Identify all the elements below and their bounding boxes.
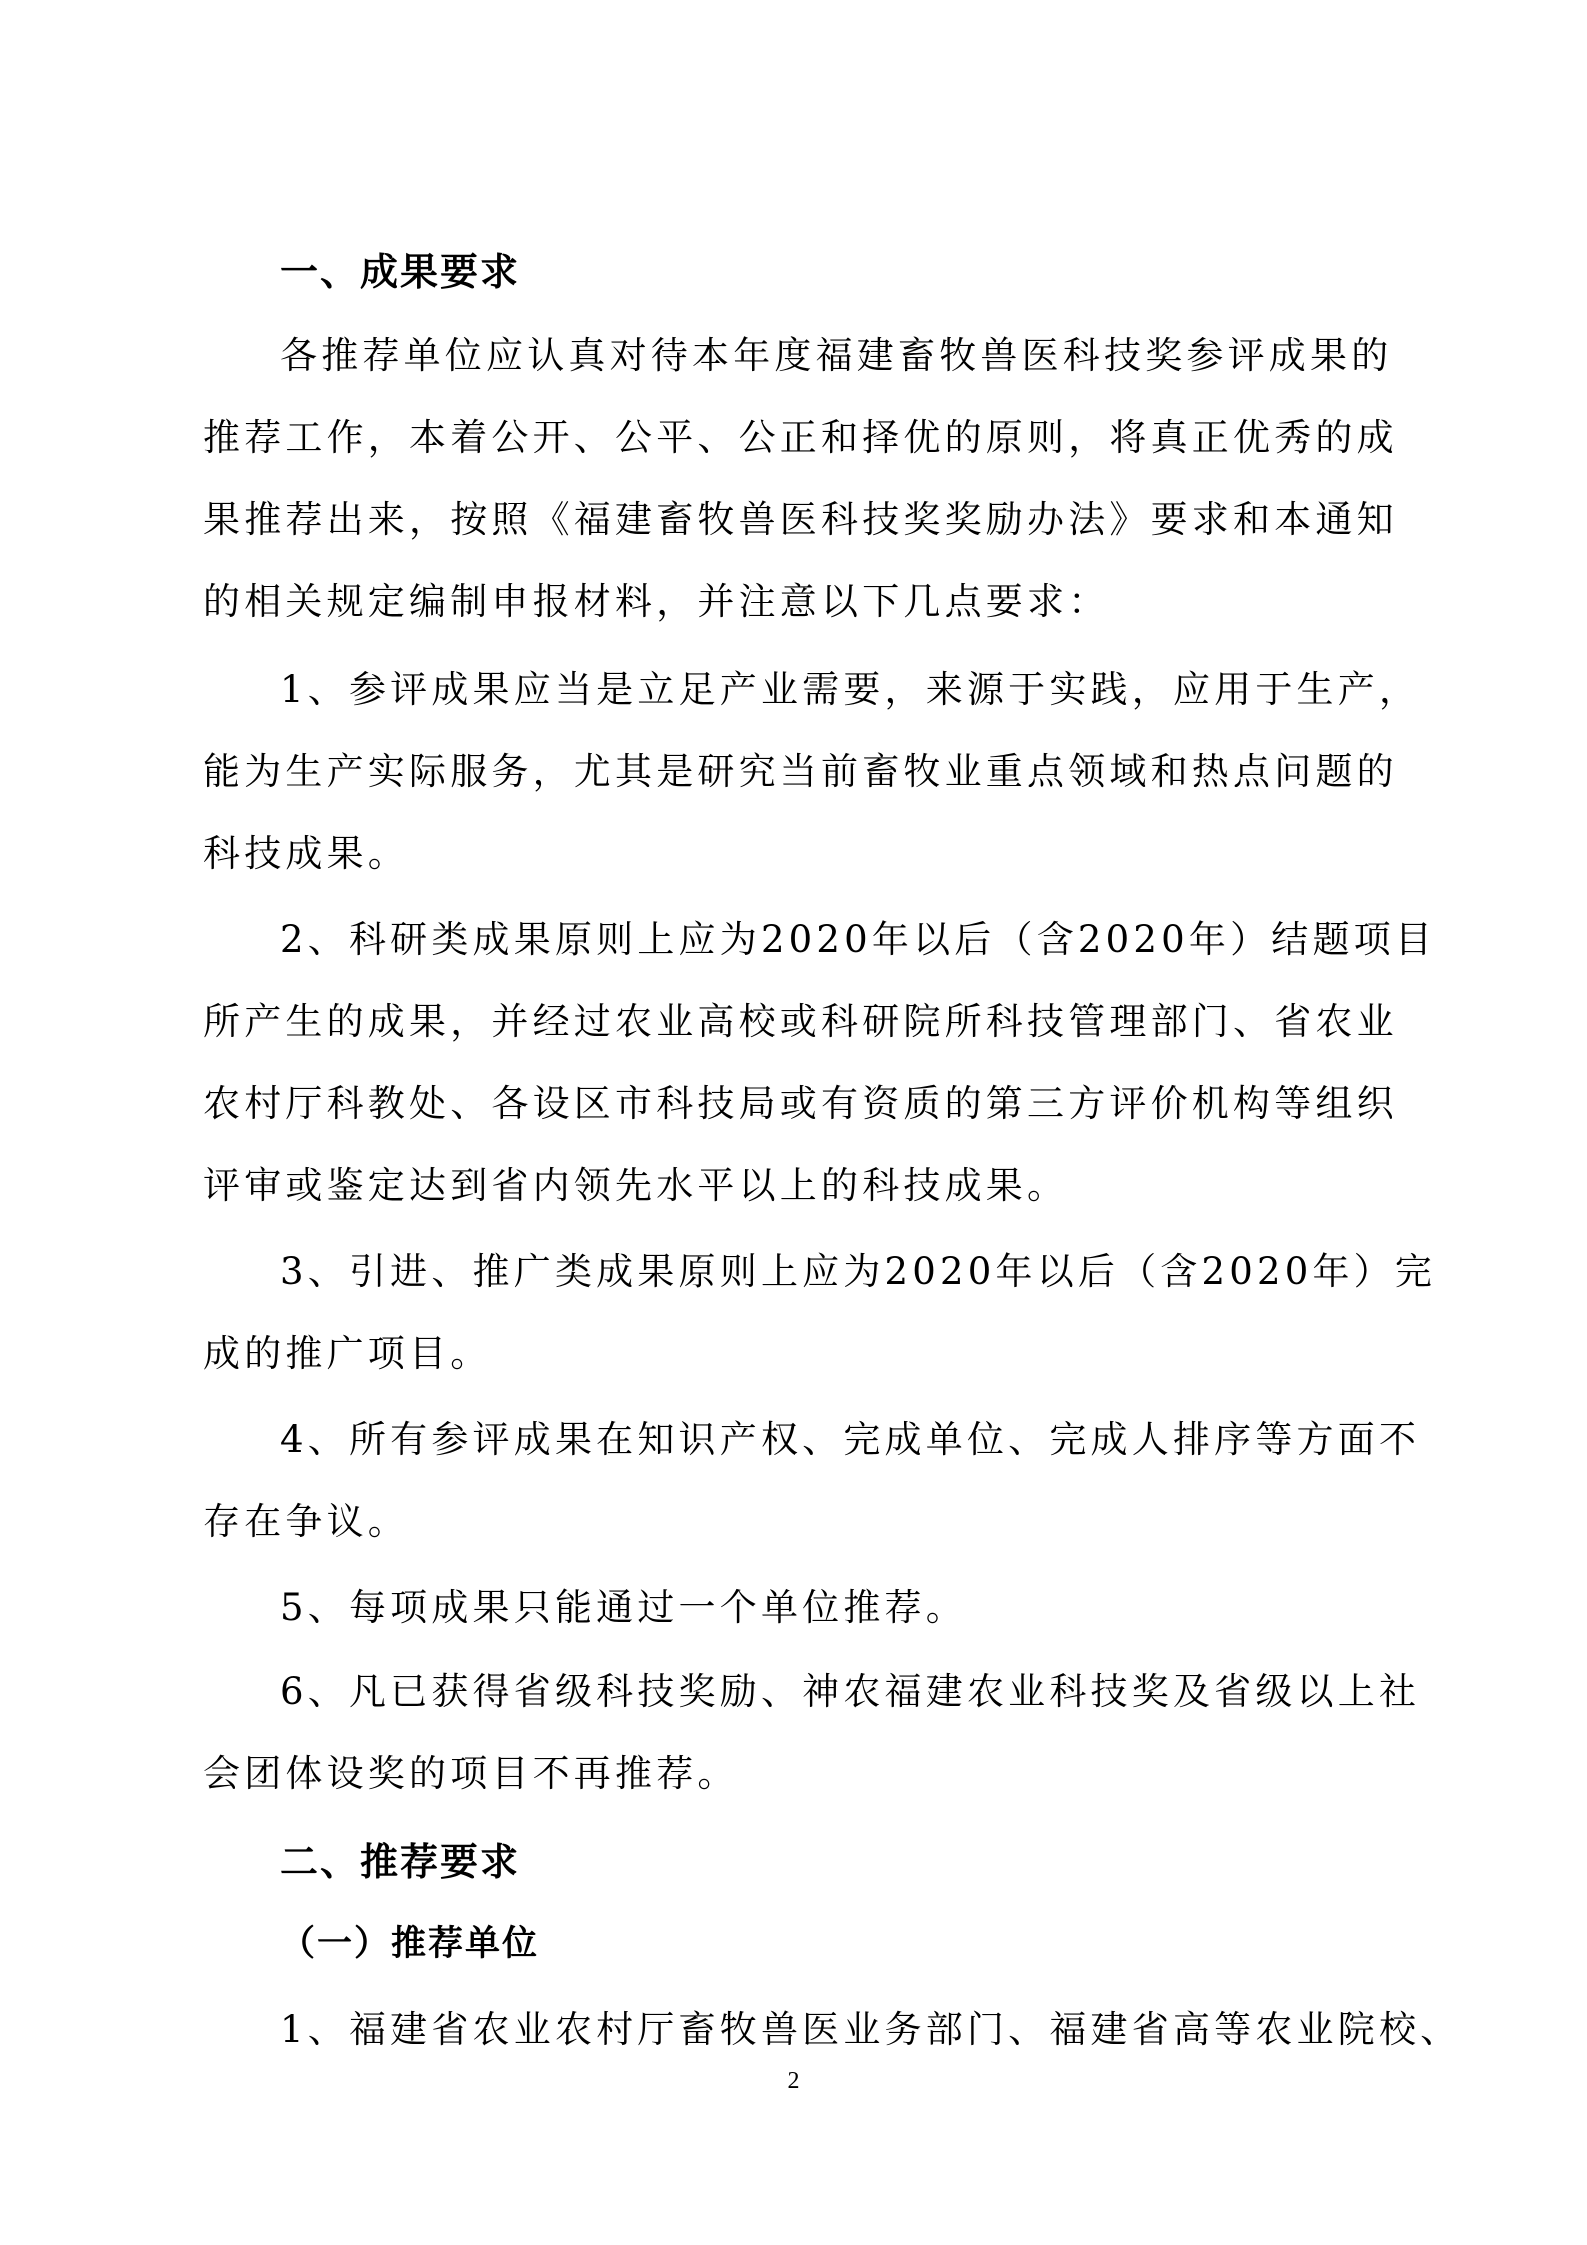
item3-line-1: 3、引进、推广类成果原则上应为2020年以后（含2020年）完	[280, 1250, 1437, 1293]
subsection-heading: （一）推荐单位	[280, 1924, 540, 1964]
item2-line-3: 农村厅科教处、各设区市科技局或有资质的第三方评价机构等组织	[203, 1082, 1398, 1125]
item6-line-2: 会团体设奖的项目不再推荐。	[203, 1752, 739, 1795]
item2-line-1: 2、科研类成果原则上应为2020年以后（含2020年）结题项目	[280, 918, 1437, 961]
item4-line-1: 4、所有参评成果在知识产权、完成单位、完成人排序等方面不	[280, 1418, 1421, 1461]
item4-line-2: 存在争议。	[203, 1500, 409, 1543]
intro-line-4: 的相关规定编制申报材料，并注意以下几点要求：	[203, 580, 1110, 623]
section2-item1-line-1: 1、福建省农业农村厅畜牧兽医业务部门、福建省高等农业院校、	[280, 2008, 1462, 2051]
intro-line-3: 果推荐出来，按照《福建畜牧兽医科技奖奖励办法》要求和本通知	[203, 498, 1398, 541]
item2-line-4: 评审或鉴定达到省内领先水平以上的科技成果。	[203, 1164, 1069, 1207]
item2-line-2: 所产生的成果，并经过农业高校或科研院所科技管理部门、省农业	[203, 1000, 1398, 1043]
item1-line-2: 能为生产实际服务，尤其是研究当前畜牧业重点领域和热点问题的	[203, 750, 1398, 793]
section-heading-2: 二、推荐要求	[280, 1840, 521, 1884]
item1-line-1: 1、参评成果应当是立足产业需要，来源于实践，应用于生产，	[280, 668, 1421, 711]
item3-line-2: 成的推广项目。	[203, 1332, 492, 1375]
section-heading-1: 一、成果要求	[280, 250, 521, 294]
intro-line-1: 各推荐单位应认真对待本年度福建畜牧兽医科技奖参评成果的	[280, 334, 1393, 377]
page-number: 2	[787, 2068, 800, 2094]
item5-line-1: 5、每项成果只能通过一个单位推荐。	[280, 1586, 967, 1629]
item6-line-1: 6、凡已获得省级科技奖励、神农福建农业科技奖及省级以上社	[280, 1670, 1421, 1713]
item1-line-3: 科技成果。	[203, 832, 409, 875]
intro-line-2: 推荐工作，本着公开、公平、公正和择优的原则，将真正优秀的成	[203, 416, 1398, 459]
